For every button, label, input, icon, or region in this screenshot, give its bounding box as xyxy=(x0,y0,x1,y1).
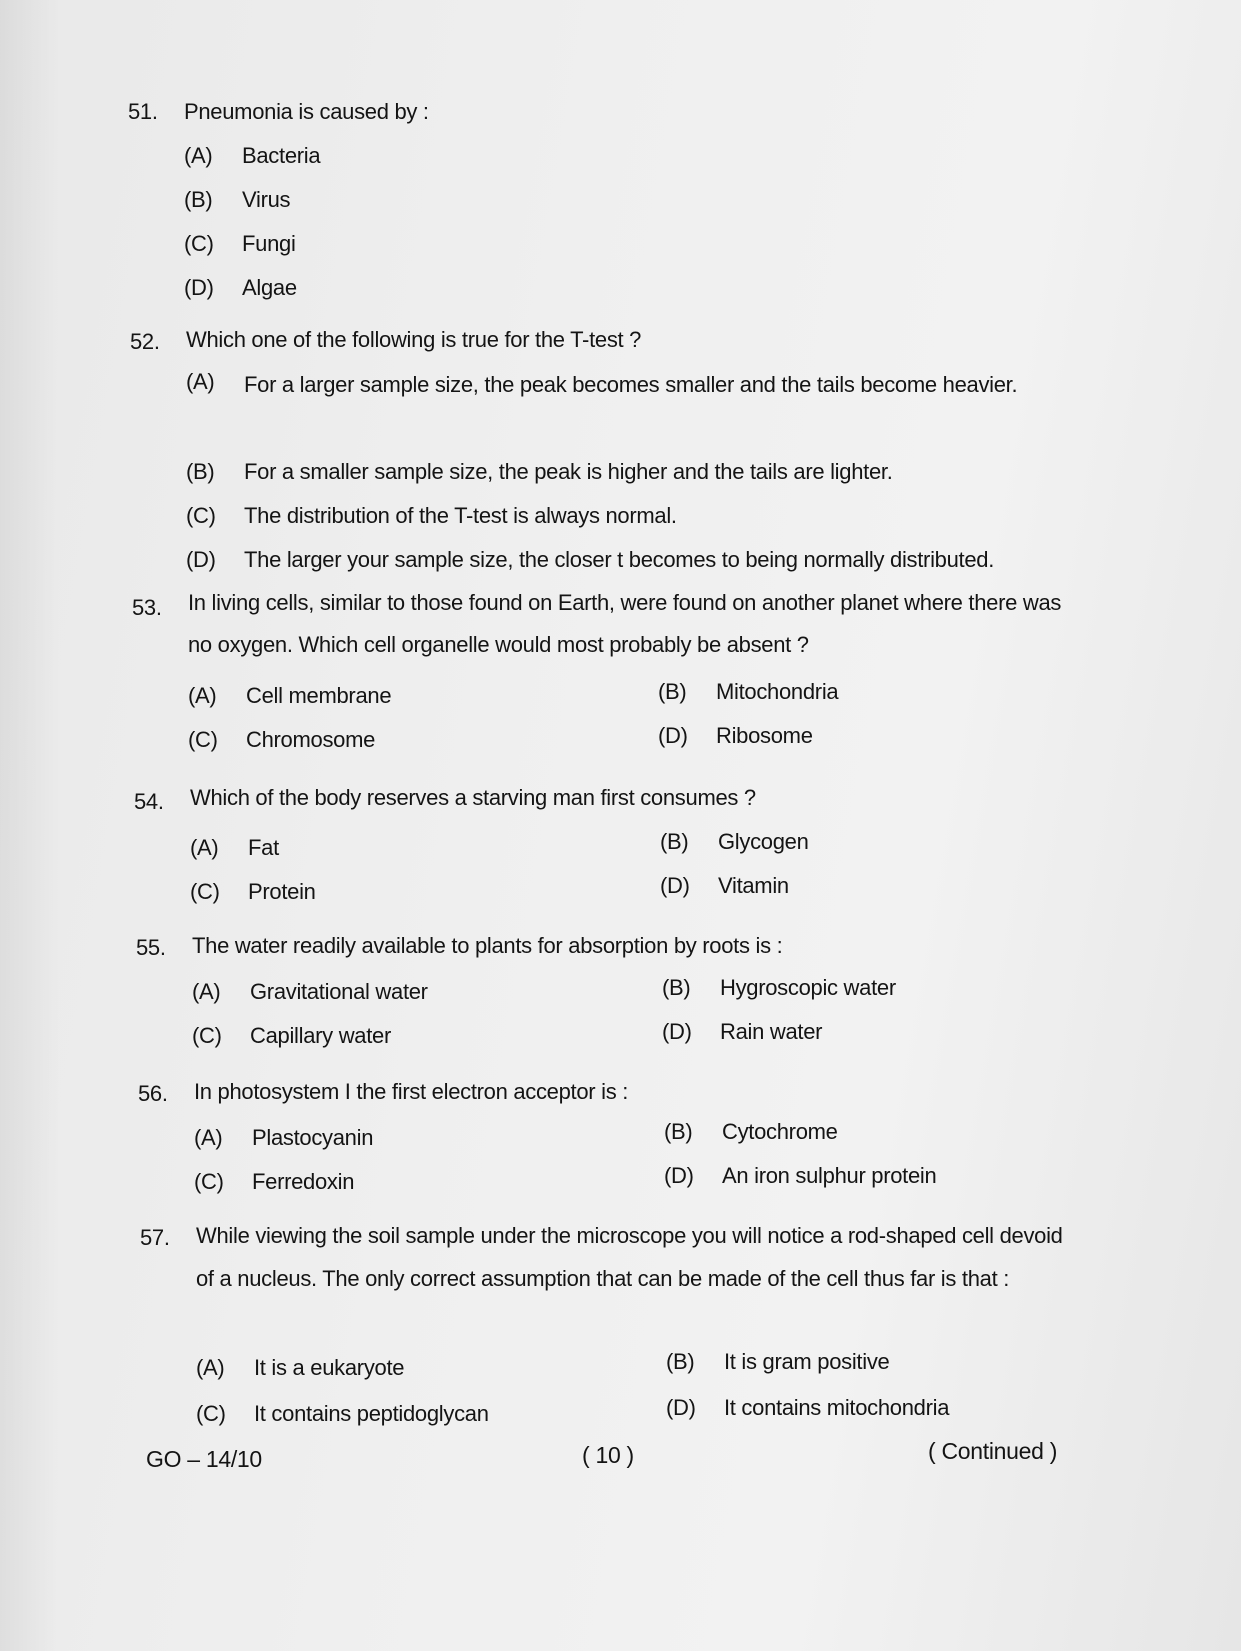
option-letter: (C) xyxy=(190,879,220,904)
option-b xyxy=(662,968,896,1008)
option-letter: (C) xyxy=(194,1169,224,1194)
option-text: Plastocyanin xyxy=(252,1125,374,1150)
option-letter: (D) xyxy=(658,723,688,748)
option-letter: (C) xyxy=(186,503,216,528)
option-text: It contains mitochondria xyxy=(724,1395,950,1420)
option-a xyxy=(188,676,391,716)
option-letter: (C) xyxy=(196,1401,226,1426)
option-text: Glycogen xyxy=(718,829,809,854)
footer-continued: ( Continued ) xyxy=(928,1438,1058,1464)
option-letter: (C) xyxy=(184,231,214,256)
option-b xyxy=(664,1112,838,1152)
question-51 xyxy=(128,92,1128,312)
option-letter: (D) xyxy=(184,275,214,300)
question-text: In photosystem I the first electron acceptor is : xyxy=(194,1079,629,1104)
question-text: While viewing the soil sample under the microscope you will notice a rod-shaped cell devoid of a nucleus. The only correct assumption that can be made of the cell thus far is that : xyxy=(196,1223,1063,1291)
option-letter: (D) xyxy=(660,873,690,898)
question-53 xyxy=(132,588,1132,768)
question-text: Which one of the following is true for the T-test ? xyxy=(186,327,642,352)
option-c xyxy=(188,720,375,760)
question-text: In living cells, similar to those found on Earth, were found on another planet where there was no oxygen. Which cell organelle would most probably be absent ? xyxy=(188,590,1062,657)
option-text: Algae xyxy=(242,275,297,300)
question-number: 53. xyxy=(132,595,162,620)
option-text: Ferredoxin xyxy=(252,1169,355,1194)
option-text: Fat xyxy=(248,835,279,860)
option-letter: (C) xyxy=(192,1023,222,1048)
option-c xyxy=(194,1162,354,1202)
option-letter: (B) xyxy=(662,975,691,1000)
option-text: Virus xyxy=(242,187,291,212)
question-number: 56. xyxy=(138,1081,168,1106)
option-b xyxy=(658,672,838,712)
option-text: Cell membrane xyxy=(246,683,392,708)
option-d xyxy=(666,1388,949,1428)
option-letter: (A) xyxy=(190,835,219,860)
option-letter: (B) xyxy=(186,459,215,484)
question-number: 54. xyxy=(134,789,164,814)
footer-page-number: ( 10 ) xyxy=(582,1442,634,1468)
option-letter: (C) xyxy=(188,727,218,752)
option-text: The distribution of the T-test is always normal. xyxy=(244,503,677,528)
option-text: For a smaller sample size, the peak is higher and the tails are lighter. xyxy=(244,459,893,484)
question-number: 52. xyxy=(130,329,160,354)
option-c xyxy=(192,1016,391,1056)
option-text: The larger your sample size, the closer t becomes to being normally distributed. xyxy=(244,547,995,572)
option-b xyxy=(186,452,893,492)
option-a xyxy=(194,1118,373,1158)
question-56 xyxy=(138,1074,1138,1204)
option-c xyxy=(190,872,316,912)
option-a xyxy=(184,136,320,176)
question-55 xyxy=(136,928,1136,1058)
option-letter: (B) xyxy=(666,1349,695,1374)
option-a xyxy=(186,362,1066,407)
option-letter: (A) xyxy=(192,979,221,1004)
option-text: Hygroscopic water xyxy=(720,975,896,1000)
option-text: Chromosome xyxy=(246,727,376,752)
option-text: Vitamin xyxy=(718,873,789,898)
option-letter: (B) xyxy=(658,679,687,704)
page-edge-shadow xyxy=(0,0,60,1651)
option-text: It is a eukaryote xyxy=(254,1355,405,1380)
option-b xyxy=(184,180,290,220)
option-text: Rain water xyxy=(720,1019,823,1044)
option-d xyxy=(660,866,789,906)
option-d xyxy=(658,716,813,756)
option-letter: (A) xyxy=(186,369,215,394)
option-letter: (D) xyxy=(662,1019,692,1044)
option-text: Mitochondria xyxy=(716,679,839,704)
footer-code: GO – 14/10 xyxy=(146,1446,262,1472)
option-text: For a larger sample size, the peak becomes smaller and the tails become heavier. xyxy=(244,372,1018,397)
question-text: Pneumonia is caused by : xyxy=(184,99,429,124)
question-number: 55. xyxy=(136,935,166,960)
option-b xyxy=(660,822,809,862)
option-c xyxy=(186,496,677,536)
question-52 xyxy=(130,322,1130,582)
option-a xyxy=(190,828,279,868)
option-letter: (A) xyxy=(184,143,213,168)
option-letter: (B) xyxy=(184,187,213,212)
option-text: Gravitational water xyxy=(250,979,428,1004)
option-text: Bacteria xyxy=(242,143,321,168)
question-number: 57. xyxy=(140,1225,170,1250)
option-text: Protein xyxy=(248,879,316,904)
option-letter: (A) xyxy=(194,1125,223,1150)
option-letter: (D) xyxy=(666,1395,696,1420)
question-57 xyxy=(140,1218,1140,1426)
option-c xyxy=(196,1394,489,1434)
option-d xyxy=(184,268,297,308)
option-text: Capillary water xyxy=(250,1023,391,1048)
option-b xyxy=(666,1342,889,1382)
option-letter: (B) xyxy=(664,1119,693,1144)
option-d xyxy=(186,540,994,580)
question-text: The water readily available to plants for absorption by roots is : xyxy=(192,933,783,958)
option-text: An iron sulphur protein xyxy=(722,1163,937,1188)
option-a xyxy=(196,1348,404,1388)
option-text: Cytochrome xyxy=(722,1119,838,1144)
option-text: Fungi xyxy=(242,231,296,256)
question-text: Which of the body reserves a starving man first consumes ? xyxy=(190,785,756,810)
question-54 xyxy=(134,782,1134,912)
option-letter: (D) xyxy=(186,547,216,572)
option-letter: (B) xyxy=(660,829,689,854)
option-text: Ribosome xyxy=(716,723,813,748)
option-d xyxy=(662,1012,822,1052)
option-c xyxy=(184,224,296,264)
option-text: It is gram positive xyxy=(724,1349,890,1374)
option-letter: (A) xyxy=(188,683,217,708)
option-a xyxy=(192,972,428,1012)
option-letter: (D) xyxy=(664,1163,694,1188)
option-letter: (A) xyxy=(196,1355,225,1380)
option-text: It contains peptidoglycan xyxy=(254,1401,489,1426)
question-number: 51. xyxy=(128,99,158,124)
option-d xyxy=(664,1156,936,1196)
